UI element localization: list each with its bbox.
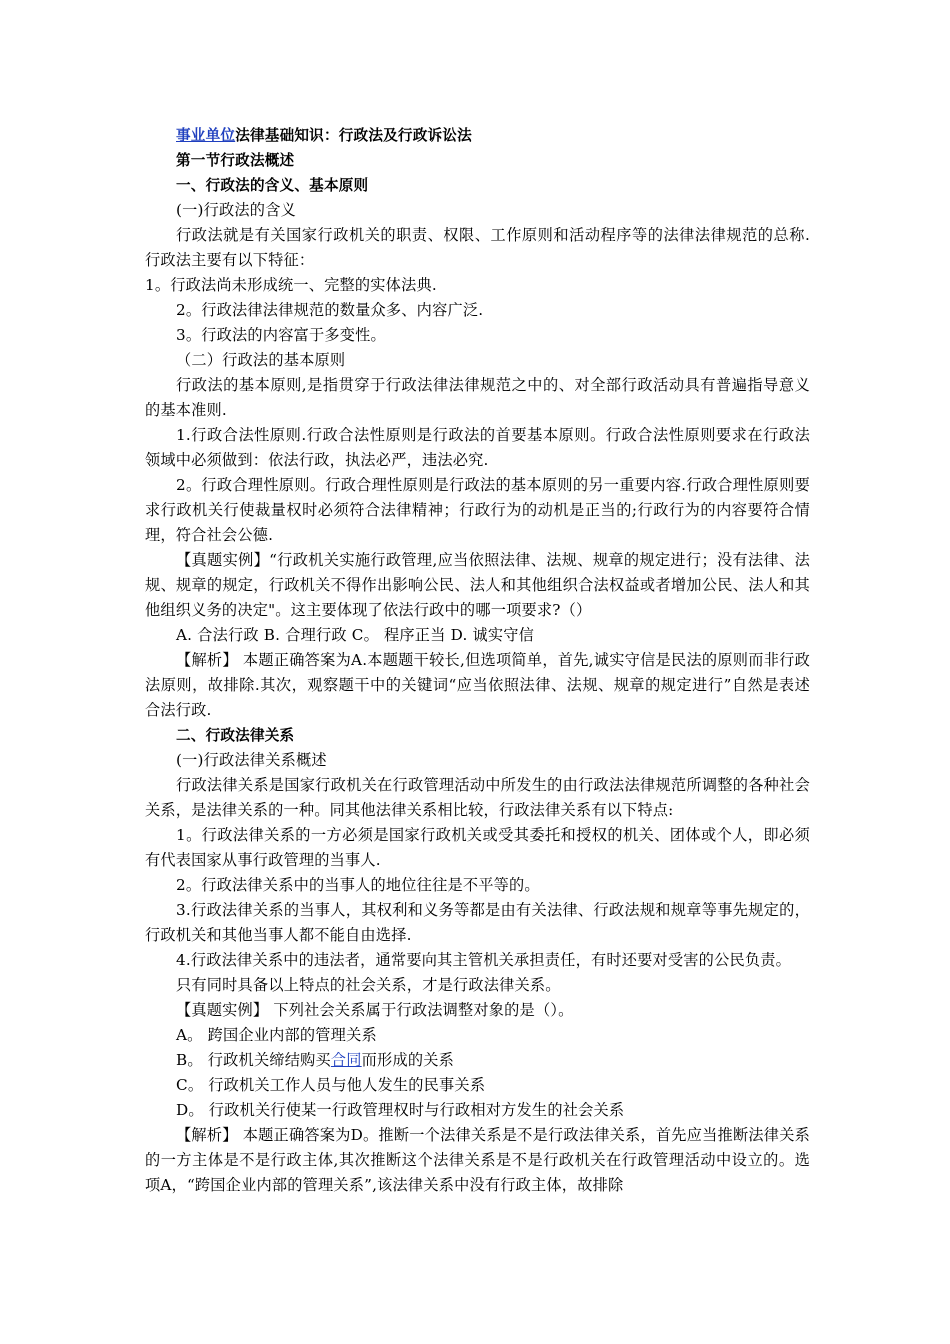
contract-link[interactable]: 合同 — [330, 1051, 362, 1069]
feature-1: 1。行政法尚未形成统一、完整的实体法典. — [145, 276, 437, 294]
option-b-text: B。 行政机关缔结购买 — [176, 1051, 331, 1069]
paragraph: 1.行政合法性原则.行政合法性原则是行政法的首要基本原则。行政合法性原则要求在行政法领域中必须做到：依法行政，执法必严，违法必究. — [145, 426, 810, 469]
option-b — [145, 1048, 810, 1073]
heading-1: 一、行政法的含义、基本原则 — [176, 177, 369, 194]
heading-2: 二、行政法律关系 — [176, 727, 295, 744]
paragraph: 行政法就是有关国家行政机关的职责、权限、工作原则和活动程序等的法律法律规范的总称. 行政法主要有以下特征： — [145, 226, 810, 269]
option-d: D。 行政机关行使某一行政管理权时与行政相对方发生的社会关系 — [176, 1101, 625, 1119]
document-page — [145, 123, 810, 1198]
feature-3: 3。行政法的内容富于多变性。 — [176, 326, 386, 344]
subheading-2: （二）行政法的基本原则 — [176, 351, 346, 369]
exam-example: 【真题实例】“行政机关实施行政管理,应当依照法律、法规、规章的规定进行；没有法律、法规、规章的规定，行政机关不得作出影响公民、法人和其他组织合法权益或者增加公民、法人和其他组织义务的决定"。这主要体现了依法行政中的哪一项要求?（） — [145, 551, 810, 619]
title-text: 法律基础知识：行政法及行政诉讼法 — [235, 127, 472, 144]
paragraph: 只有同时具备以上特点的社会关系，才是行政法律关系。 — [176, 976, 561, 994]
analysis: 【解析】 本题正确答案为D。推断一个法律关系是不是行政法律关系，首先应当推断法律关系的一方主体是不是行政主体,其次推断这个法律关系是不是行政机关在行政管理活动中设立的。选项A，“跨国企业内部的管理关系”,该法律关系中没有行政主体，故排除 — [145, 1126, 810, 1194]
paragraph: 3.行政法律关系的当事人，其权利和义务等都是由有关法律、行政法规和规章等事先规定的，行政机关和其他当事人都不能自由选择. — [145, 901, 810, 944]
option-b-text-end: 而形成的关系 — [361, 1051, 454, 1069]
option-c: C。 行政机关工作人员与他人发生的民事关系 — [176, 1076, 486, 1094]
section-heading: 第一节行政法概述 — [176, 152, 295, 169]
analysis: 【解析】 本题正确答案为A.本题题干较长,但选项简单，首先,诚实守信是民法的原则而非行政法原则，故排除.其次，观察题干中的关键词“应当依照法律、法规、规章的规定进行”自然是表述合法行政. — [145, 651, 810, 719]
paragraph: 行政法律关系是国家行政机关在行政管理活动中所发生的由行政法法律规范所调整的各种社会关系，是法律关系的一种。同其他法律关系相比较，行政法律关系有以下特点: — [145, 776, 810, 819]
paragraph: 2。行政合理性原则。行政合理性原则是行政法的基本原则的另一重要内容.行政合理性原则要求行政机关行使裁量权时必须符合法律精神；行政行为的动机是正当的;行政行为的内容要符合情理，符合社会公德. — [145, 476, 810, 544]
subheading-1: (一)行政法的含义 — [176, 201, 296, 219]
paragraph: 行政法的基本原则,是指贯穿于行政法律法律规范之中的、对全部行政活动具有普遍指导意义的基本准则. — [145, 376, 810, 419]
document-title — [145, 123, 810, 148]
feature-2: 2。行政法律法律规范的数量众多、内容广泛. — [176, 301, 484, 319]
options-line: A. 合法行政 B. 合理行政 C。 程序正当 D. 诚实守信 — [176, 626, 535, 644]
paragraph: 4.行政法律关系中的违法者，通常要向其主管机关承担责任，有时还要对受害的公民负责。 — [176, 951, 792, 969]
subheading-3: (一)行政法律关系概述 — [176, 751, 327, 769]
paragraph: 2。行政法律关系中的当事人的地位往往是不平等的。 — [176, 876, 540, 894]
paragraph: 1。行政法律关系的一方必须是国家行政机关或受其委托和授权的机关、团体或个人，即必须有代表国家从事行政管理的当事人. — [145, 826, 810, 869]
option-a: A。 跨国企业内部的管理关系 — [176, 1026, 377, 1044]
title-link[interactable]: 事业单位 — [176, 127, 236, 144]
exam-example: 【真题实例】 下列社会关系属于行政法调整对象的是（）。 — [176, 1001, 574, 1019]
